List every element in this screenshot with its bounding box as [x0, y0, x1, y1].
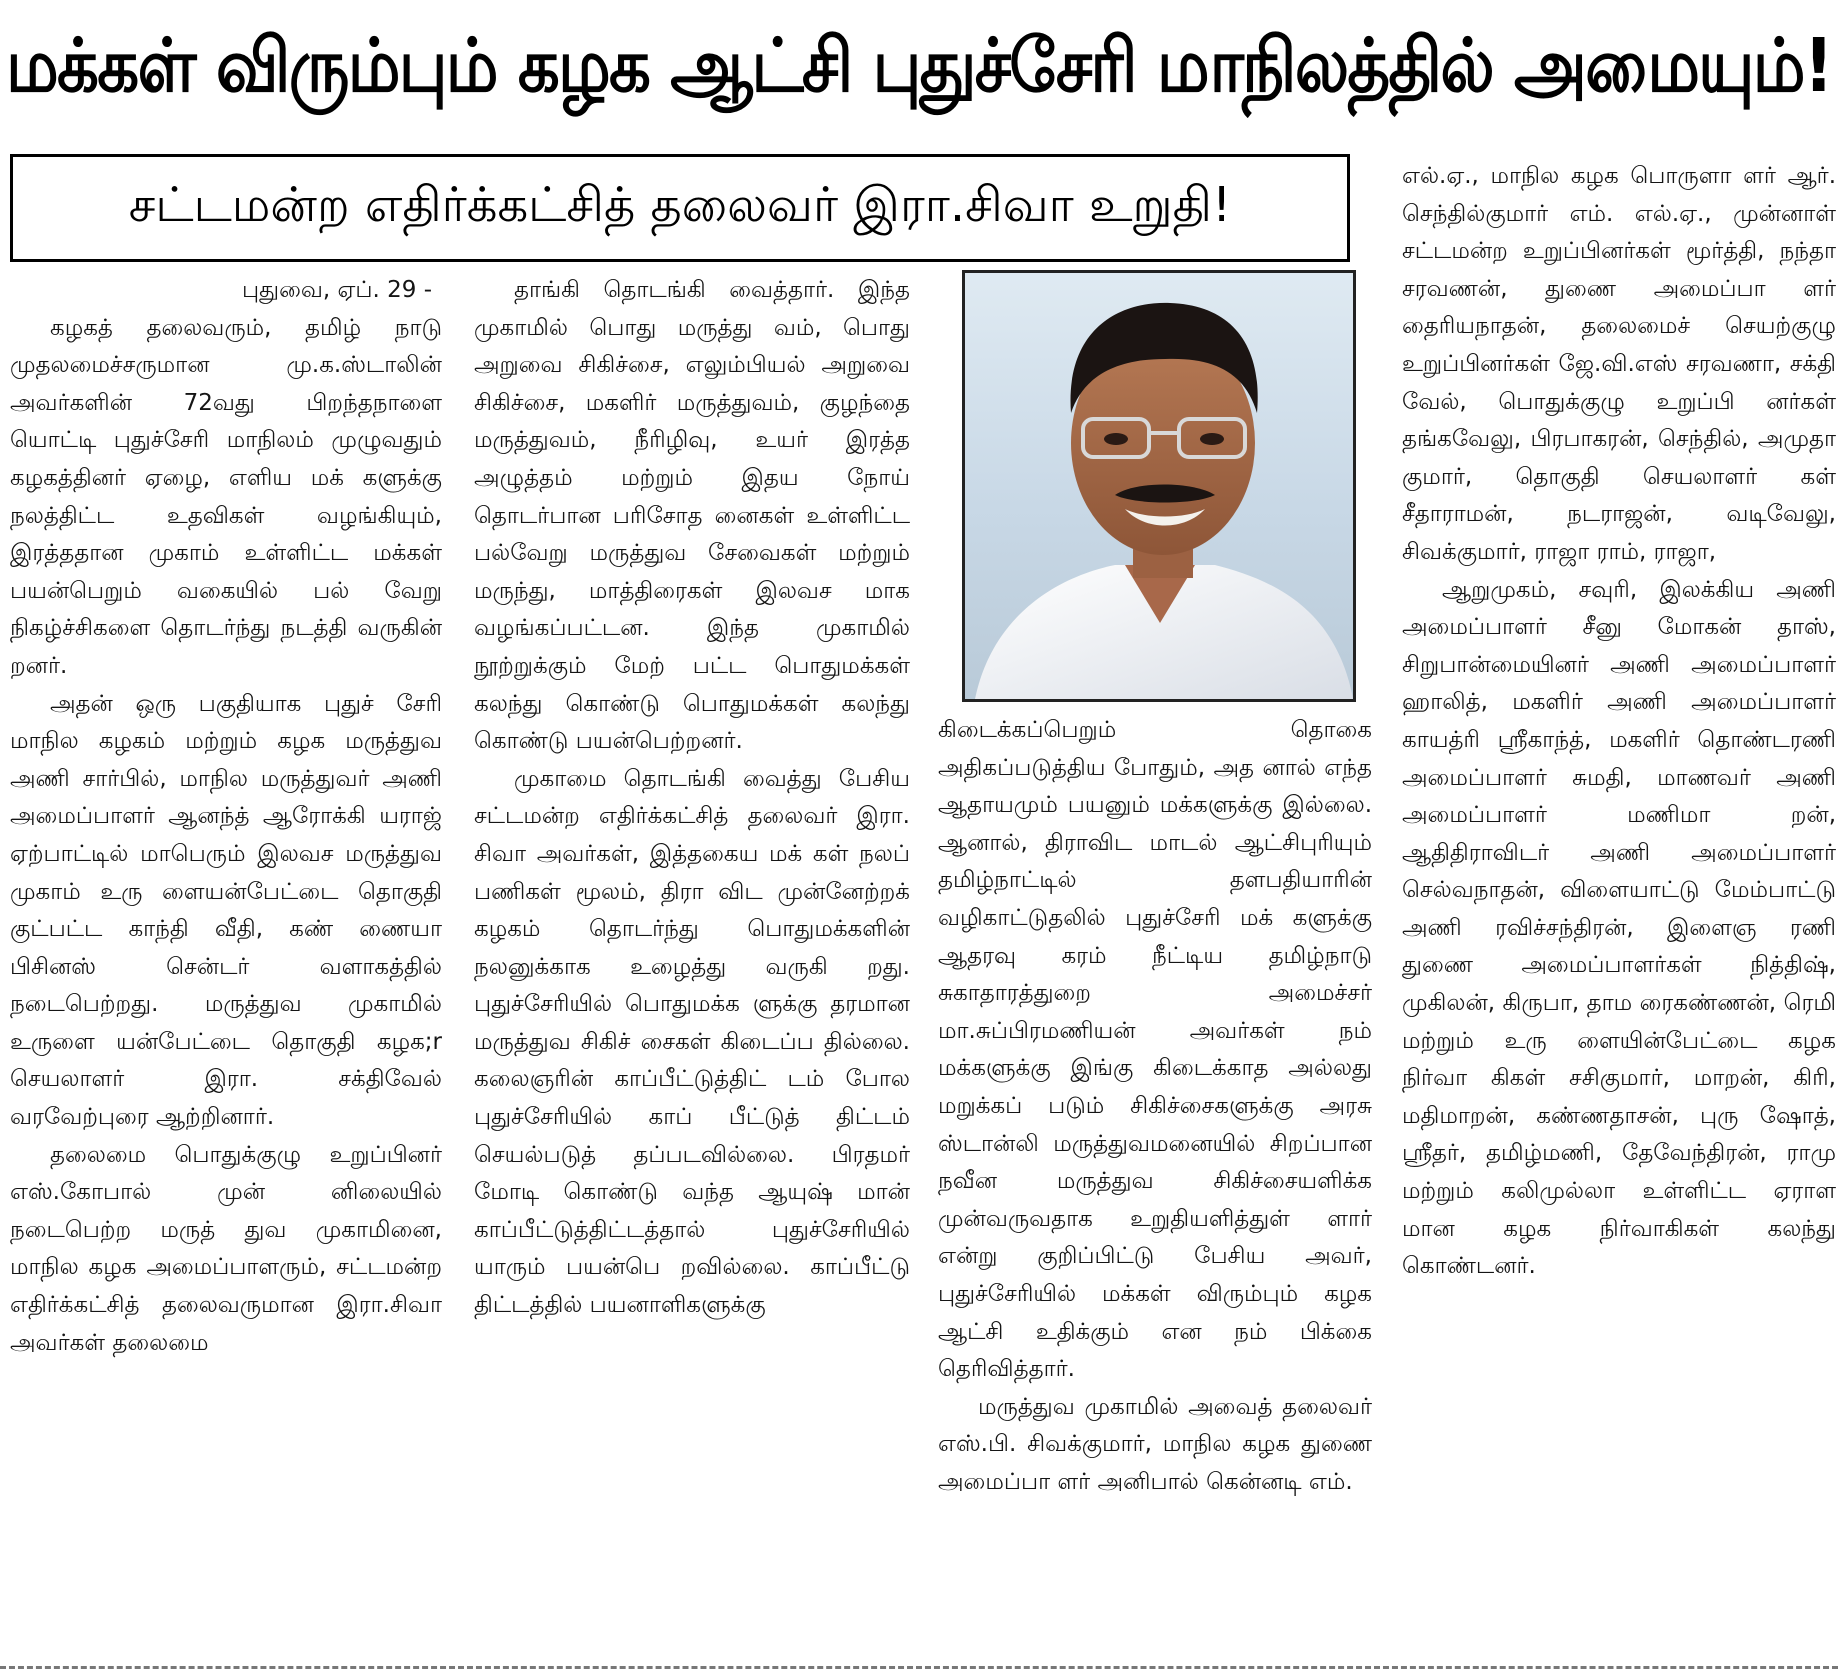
portrait-photo	[962, 270, 1356, 702]
article-column-4	[1402, 158, 1836, 1658]
column2-paragraph-1: தாங்கி தொடங்கி வைத்தார். இந்த முகாமில் பொது மருத்து வம், பொது அறுவை சிகிச்சை, எலும்பியல் அறுவை சிகிச்சை, மகளிர் மருத்துவம், குழந்தை மருத்துவம், நீரிழிவு, உயர் இரத்த அழுத்தம் மற்றும் இதய நோய் தொடர்பான பரிசோத னைகள் உள்ளிட்ட பல்வேறு மருத்துவ சேவைகள் மற்றும் மருந்து, மாத்திரைகள் இலவச மாக வழங்கப்பட்டன. இந்த முகாமில் நூற்றுக்கும் மேற் பட்ட பொதுமக்கள் கலந்து கொண்டு பொதுமக்கள் கலந்து கொண்டு பயன்பெற்றனர்.	[474, 277, 910, 755]
headline: மக்கள் விரும்பும் கழக ஆட்சி புதுச்சேரி மாநிலத்தில் அமையும்!	[6, 23, 1832, 109]
portrait-illustration	[965, 273, 1353, 699]
column1-paragraph-2: அதன் ஒரு பகுதியாக புதுச் சேரி மாநில கழகம் மற்றும் கழக மருத்துவ அணி சார்பில், மாநில மருத்துவர் அணி அமைப்பாளர் ஆனந்த் ஆரோக்கி யராஜ் ஏற்பாட்டில் மாபெரும் இலவச மருத்துவ முகாம் உரு ளையன்பேட்டை தொகுதி குட்பட்ட காந்தி வீதி, கண் ணையா பிசினஸ் சென்டர் வளாகத்தில் நடைபெற்றது. மருத்துவ முகாமில் உருளை யன்பேட்டை தொகுதி கழக;r செயலாளர் இரா. சக்திவேல் வரவேற்புரை ஆற்றினார்.	[10, 690, 442, 1131]
article-column-1	[10, 272, 442, 1660]
bottom-divider	[0, 1666, 1838, 1669]
column1-paragraph-3: தலைமை பொதுக்குழு உறுப்பினர் எஸ்.கோபால் முன் னிலையில் நடைபெற்ற மருத் துவ முகாமினை, மாநில கழக அமைப்பாளரும், சட்டமன்ற எதிர்க்கட்சித் தலைவருமான இரா.சிவா அவர்கள் தலைமை	[10, 1141, 442, 1356]
column2-paragraph-2: முகாமை தொடங்கி வைத்து பேசிய சட்டமன்ற எதிர்க்கட்சித் தலைவர் இரா. சிவா அவர்கள், இத்தகைய மக் கள் நலப் பணிகள் மூலம், திரா விட முன்னேற்றக் கழகம் தொடர்ந்து பொதுமக்களின் நலனுக்காக உழைத்து வருகி றது. புதுச்சேரியில் பொதுமக்க ளுக்கு தரமான மருத்துவ சிகிச் சைகள் கிடைப்ப தில்லை. கலைஞரின் காப்பீட்டுத்திட் டம் போல புதுச்சேரியில் காப் பீட்டுத் திட்டம் செயல்படுத் தப்படவில்லை. பிரதமர் மோடி கொண்டு வந்த ஆயுஷ் மான் காப்பீட்டுத்திட்டத்தால் புதுச்சேரியில் யாரும் பயன்பெ றவில்லை. காப்பீட்டு திட்டத்தில் பயனாளிகளுக்கு	[474, 765, 910, 1319]
column3-paragraph-1: கிடைக்கப்பெறும் தொகை அதிகப்படுத்திய போதும், அத னால் எந்த ஆதாயமும் பயனும் மக்களுக்கு இல்லை. ஆனால், திராவிட மாடல் ஆட்சிபுரியும் தமிழ்நாட்டில் தளபதியாரின் வழிகாட்டுதலில் புதுச்சேரி மக் களுக்கு ஆதரவு கரம் நீட்டிய தமிழ்நாடு சுகாதாரத்துறை அமைச்சர் மா.சுப்பிரமணியன் அவர்கள் நம் மக்களுக்கு இங்கு கிடைக்காத அல்லது மறுக்கப் படும் சிகிச்சைகளுக்கு அரசு ஸ்டான்லி மருத்துவமனையில் சிறப்பான நவீன மருத்துவ சிகிச்சையளிக்க முன்வருவதாக உறுதியளித்துள் ளார் என்று குறிப்பிட்டு பேசிய அவர், புதுச்சேரியில் மக்கள் விரும்பும் கழக ஆட்சி உதிக்கும் என நம் பிக்கை தெரிவித்தார்.	[938, 717, 1372, 1383]
subheadline: சட்டமன்ற எதிர்க்கட்சித் தலைவர் இரா.சிவா உறுதி!	[128, 177, 1232, 233]
column3-paragraph-2: மருத்துவ முகாமில் அவைத் தலைவர் எஸ்.பி. சிவக்குமார், மாநில கழக துணை அமைப்பா ளர் அனிபால் கென்னடி எம்.	[938, 1393, 1372, 1495]
subheadline-box	[10, 154, 1350, 262]
article-column-3	[938, 712, 1372, 1662]
column1-paragraph-1: கழகத் தலைவரும், தமிழ் நாடு முதலமைச்சருமான மு.க.ஸ்டாலின் அவர்களின் 72வது பிறந்தநாளை யொட்டி புதுச்சேரி மாநிலம் முழுவதும் கழகத்தினர் ஏழை, எளிய மக் களுக்கு நலத்திட்ட உதவிகள் வழங்கியும், இரத்ததான முகாம் உள்ளிட்ட மக்கள் பயன்பெறும் வகையில் பல் வேறு நிகழ்ச்சிகளை தொடர்ந்து நடத்தி வருகின் றனர்.	[10, 314, 442, 679]
dateline: புதுவை, ஏப். 29 -	[242, 277, 432, 303]
article-column-2	[474, 272, 910, 1660]
column4-paragraph-1: எல்.ஏ., மாநில கழக பொருளா ளர் ஆர். செந்தில்குமார் எம். எல்.ஏ., முன்னாள் சட்டமன்ற உறுப்பினர்கள் மூர்த்தி, நந்தா சரவணன், துணை அமைப்பா ளர் தைரியநாதன், தலைமைச் செயற்குழு உறுப்பினர்கள் ஜே.வி.எஸ் சரவணா, சக்தி வேல், பொதுக்குழு உறுப்பி னர்கள் தங்கவேலு, பிரபாகரன், செந்தில், அமுதா குமார், தொகுதி செயலாளர் கள் சீதாராமன், நடராஜன், வடிவேலு, சிவக்குமார், ராஜா ராம், ராஜா,	[1402, 163, 1836, 565]
column4-paragraph-2: ஆறுமுகம், சவுரி, இலக்கிய அணி அமைப்பாளர் சீனு மோகன் தாஸ், சிறுபான்மையினர் அணி அமைப்பாளர் ஹாலித், மகளிர் அணி அமைப்பாளர் காயத்ரி ஸ்ரீகாந்த், மகளிர் தொண்டரணி அமைப்பாளர் சுமதி, மாணவர் அணி அமைப்பாளர் மணிமா றன், ஆதிதிராவிடர் அணி அமைப்பாளர் செல்வநாதன், விளையாட்டு மேம்பாட்டு அணி ரவிச்சந்திரன், இளைஞ ரணி துணை அமைப்பாளர்கள் நித்திஷ், முகிலன், கிருபா, தாம ரைகண்ணன், ரெமி மற்றும் உரு ளையின்பேட்டை கழக நிர்வா கிகள் சசிகுமார், மாறன், கிரி, மதிமாறன், கண்ணதாசன், புரு ஷோத், ஸ்ரீதர், தமிழ்மணி, தேவேந்திரன், ராமு மற்றும் கலிமுல்லா உள்ளிட்ட ஏராள மான கழக நிர்வாகிகள் கலந்து கொண்டனர்.	[1402, 576, 1836, 1280]
